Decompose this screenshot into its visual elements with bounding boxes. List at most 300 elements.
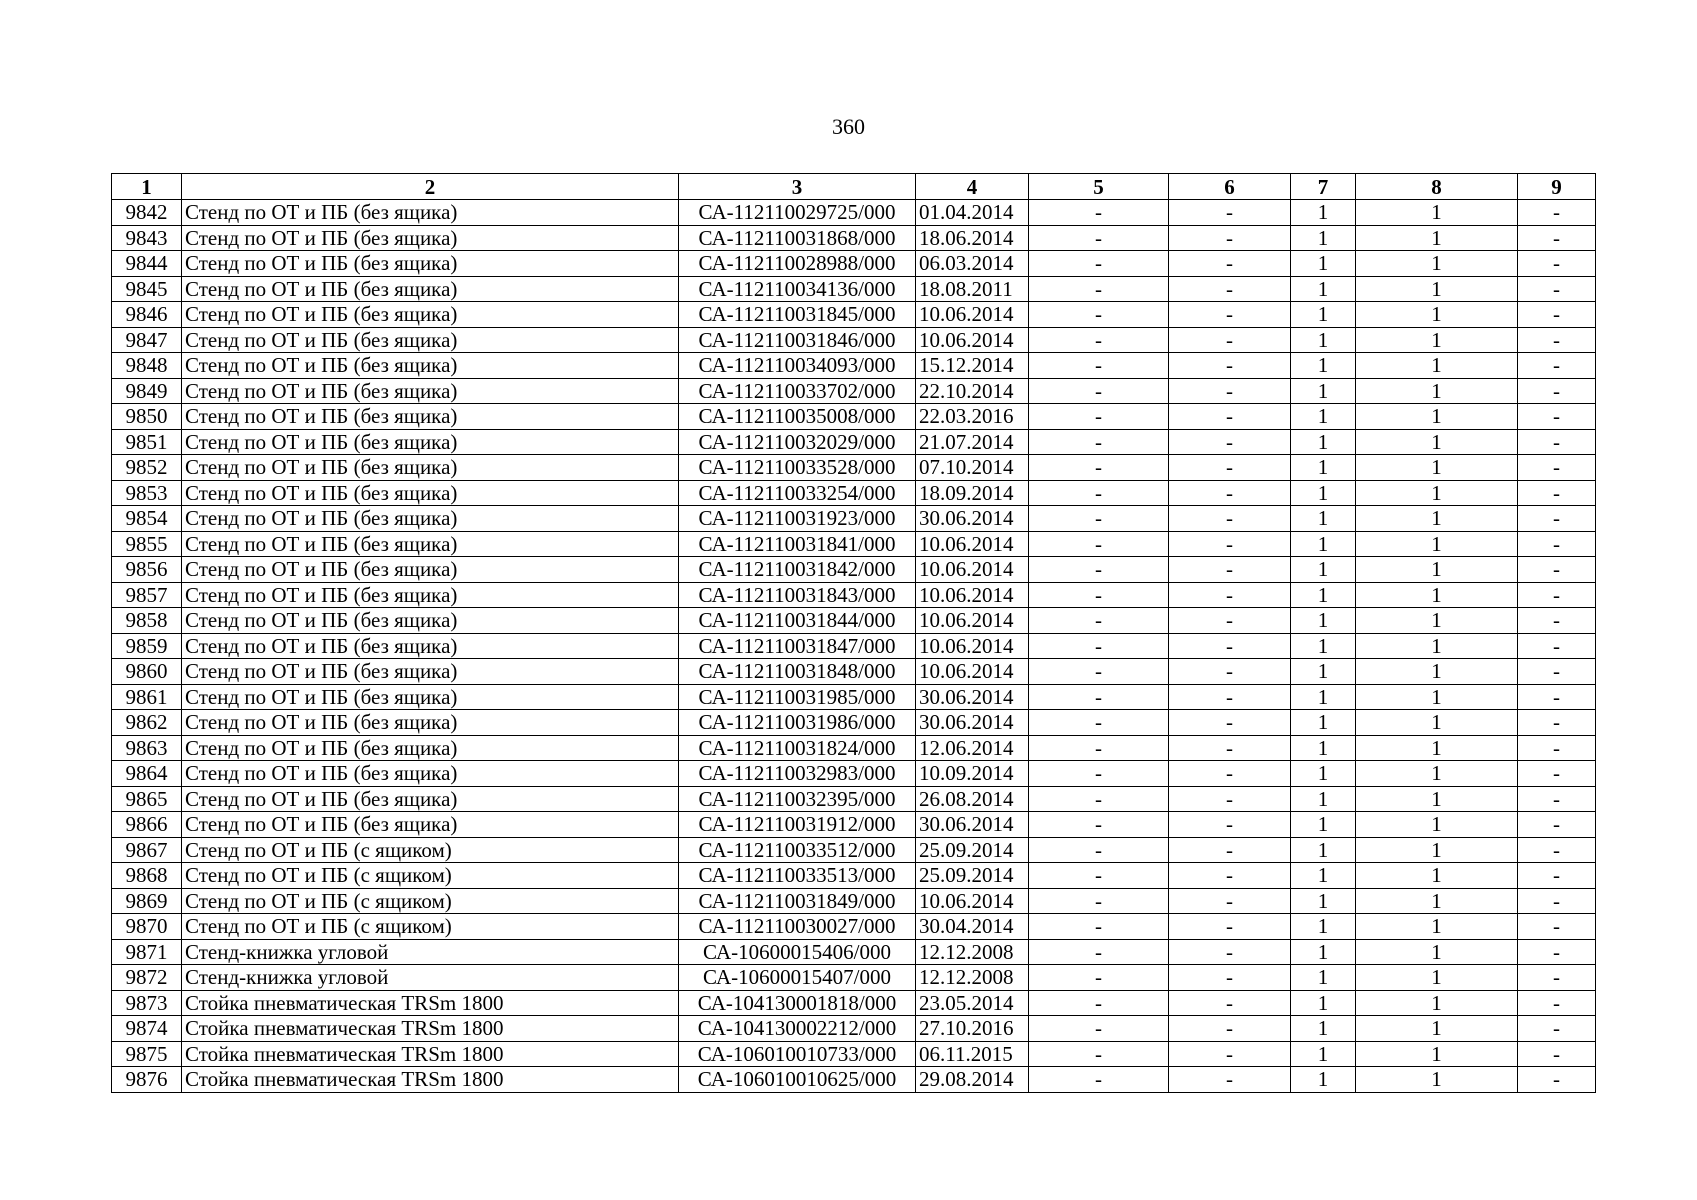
col9-cell: - <box>1518 837 1596 863</box>
col7-cell: 1 <box>1291 1041 1356 1067</box>
table-row <box>112 506 1596 532</box>
table-body <box>112 200 1596 1093</box>
table-row <box>112 990 1596 1016</box>
col6-cell: - <box>1169 327 1291 353</box>
col8-cell: 1 <box>1356 582 1518 608</box>
table-row <box>112 633 1596 659</box>
row-number-cell: 9875 <box>112 1041 182 1067</box>
col8-cell: 1 <box>1356 659 1518 685</box>
col6-cell: - <box>1169 353 1291 379</box>
col6-cell: - <box>1169 582 1291 608</box>
date-cell: 06.03.2014 <box>916 251 1029 277</box>
col5-cell: - <box>1029 506 1169 532</box>
col5-cell: - <box>1029 812 1169 838</box>
row-number-cell: 9862 <box>112 710 182 736</box>
col9-cell: - <box>1518 531 1596 557</box>
table-row <box>112 1016 1596 1042</box>
inventory-code-cell: СА-112110031849/000 <box>679 888 916 914</box>
col7-cell: 1 <box>1291 710 1356 736</box>
row-number-cell: 9864 <box>112 761 182 787</box>
col8-cell: 1 <box>1356 353 1518 379</box>
row-number-cell: 9863 <box>112 735 182 761</box>
table-row <box>112 914 1596 940</box>
inventory-code-cell: СА-112110033702/000 <box>679 378 916 404</box>
row-number-cell: 9856 <box>112 557 182 583</box>
row-number-cell: 9842 <box>112 200 182 226</box>
inventory-code-cell: СА-112110030027/000 <box>679 914 916 940</box>
table-row <box>112 276 1596 302</box>
col7-cell: 1 <box>1291 404 1356 430</box>
row-number-cell: 9869 <box>112 888 182 914</box>
row-number-cell: 9846 <box>112 302 182 328</box>
col8-cell: 1 <box>1356 327 1518 353</box>
col6-cell: - <box>1169 225 1291 251</box>
col5-cell: - <box>1029 276 1169 302</box>
col8-cell: 1 <box>1356 1016 1518 1042</box>
col7-cell: 1 <box>1291 786 1356 812</box>
col7-cell: 1 <box>1291 735 1356 761</box>
col8-cell: 1 <box>1356 480 1518 506</box>
col8-cell: 1 <box>1356 812 1518 838</box>
col9-cell: - <box>1518 812 1596 838</box>
col5-cell: - <box>1029 786 1169 812</box>
date-cell: 10.06.2014 <box>916 608 1029 634</box>
date-cell: 25.09.2014 <box>916 863 1029 889</box>
inventory-code-cell: СА-112110031985/000 <box>679 684 916 710</box>
item-name-cell: Стойка пневматическая TRSm 1800 <box>182 1041 679 1067</box>
row-number-cell: 9848 <box>112 353 182 379</box>
col5-cell: - <box>1029 225 1169 251</box>
row-number-cell: 9844 <box>112 251 182 277</box>
col5-cell: - <box>1029 837 1169 863</box>
date-cell: 25.09.2014 <box>916 837 1029 863</box>
col5-cell: - <box>1029 200 1169 226</box>
col9-cell: - <box>1518 914 1596 940</box>
col8-cell: 1 <box>1356 200 1518 226</box>
col6-cell: - <box>1169 378 1291 404</box>
inventory-code-cell: СА-112110034093/000 <box>679 353 916 379</box>
col6-cell: - <box>1169 404 1291 430</box>
item-name-cell: Стенд по ОТ и ПБ (с ящиком) <box>182 863 679 889</box>
inventory-code-cell: СА-112110033528/000 <box>679 455 916 481</box>
date-cell: 22.10.2014 <box>916 378 1029 404</box>
row-number-cell: 9849 <box>112 378 182 404</box>
inventory-code-cell: СА-112110031841/000 <box>679 531 916 557</box>
date-cell: 12.12.2008 <box>916 965 1029 991</box>
date-cell: 10.06.2014 <box>916 582 1029 608</box>
col8-cell: 1 <box>1356 404 1518 430</box>
col6-cell: - <box>1169 684 1291 710</box>
item-name-cell: Стенд по ОТ и ПБ (без ящика) <box>182 251 679 277</box>
col7-cell: 1 <box>1291 480 1356 506</box>
col5-cell: - <box>1029 404 1169 430</box>
table-row <box>112 302 1596 328</box>
date-cell: 15.12.2014 <box>916 353 1029 379</box>
col9-cell: - <box>1518 327 1596 353</box>
col7-cell: 1 <box>1291 837 1356 863</box>
col9-cell: - <box>1518 939 1596 965</box>
item-name-cell: Стенд по ОТ и ПБ (без ящика) <box>182 557 679 583</box>
date-cell: 10.06.2014 <box>916 327 1029 353</box>
inventory-code-cell: СА-112110031986/000 <box>679 710 916 736</box>
row-number-cell: 9859 <box>112 633 182 659</box>
col9-cell: - <box>1518 506 1596 532</box>
inventory-code-cell: СА-112110028988/000 <box>679 251 916 277</box>
inventory-code-cell: СА-104130001818/000 <box>679 990 916 1016</box>
col9-cell: - <box>1518 302 1596 328</box>
date-cell: 06.11.2015 <box>916 1041 1029 1067</box>
date-cell: 23.05.2014 <box>916 990 1029 1016</box>
row-number-cell: 9871 <box>112 939 182 965</box>
col9-cell: - <box>1518 276 1596 302</box>
col5-cell: - <box>1029 557 1169 583</box>
item-name-cell: Стенд по ОТ и ПБ (без ящика) <box>182 302 679 328</box>
date-cell: 10.06.2014 <box>916 557 1029 583</box>
table-row <box>112 735 1596 761</box>
col9-cell: - <box>1518 251 1596 277</box>
item-name-cell: Стенд по ОТ и ПБ (с ящиком) <box>182 837 679 863</box>
inventory-code-cell: СА-112110031868/000 <box>679 225 916 251</box>
col9-cell: - <box>1518 480 1596 506</box>
item-name-cell: Стенд по ОТ и ПБ (с ящиком) <box>182 888 679 914</box>
table-row <box>112 812 1596 838</box>
col7-cell: 1 <box>1291 429 1356 455</box>
date-cell: 18.09.2014 <box>916 480 1029 506</box>
col8-cell: 1 <box>1356 914 1518 940</box>
col7-cell: 1 <box>1291 812 1356 838</box>
item-name-cell: Стенд по ОТ и ПБ (без ящика) <box>182 582 679 608</box>
table-row <box>112 659 1596 685</box>
column-header: 5 <box>1029 174 1169 200</box>
col6-cell: - <box>1169 633 1291 659</box>
table-row <box>112 225 1596 251</box>
col7-cell: 1 <box>1291 1067 1356 1093</box>
inventory-code-cell: СА-106010010625/000 <box>679 1067 916 1093</box>
row-number-cell: 9873 <box>112 990 182 1016</box>
row-number-cell: 9865 <box>112 786 182 812</box>
row-number-cell: 9851 <box>112 429 182 455</box>
col7-cell: 1 <box>1291 659 1356 685</box>
item-name-cell: Стенд по ОТ и ПБ (без ящика) <box>182 353 679 379</box>
col9-cell: - <box>1518 378 1596 404</box>
table-row <box>112 786 1596 812</box>
col6-cell: - <box>1169 557 1291 583</box>
col8-cell: 1 <box>1356 684 1518 710</box>
inventory-code-cell: СА-112110031912/000 <box>679 812 916 838</box>
col9-cell: - <box>1518 353 1596 379</box>
col7-cell: 1 <box>1291 327 1356 353</box>
col5-cell: - <box>1029 378 1169 404</box>
col8-cell: 1 <box>1356 710 1518 736</box>
col6-cell: - <box>1169 506 1291 532</box>
row-number-cell: 9845 <box>112 276 182 302</box>
item-name-cell: Стенд по ОТ и ПБ (без ящика) <box>182 710 679 736</box>
item-name-cell: Стенд по ОТ и ПБ (без ящика) <box>182 404 679 430</box>
col5-cell: - <box>1029 1041 1169 1067</box>
table-row <box>112 327 1596 353</box>
date-cell: 29.08.2014 <box>916 1067 1029 1093</box>
date-cell: 10.09.2014 <box>916 761 1029 787</box>
table-row <box>112 684 1596 710</box>
column-header: 7 <box>1291 174 1356 200</box>
table-row <box>112 1041 1596 1067</box>
col6-cell: - <box>1169 914 1291 940</box>
col6-cell: - <box>1169 608 1291 634</box>
table-row <box>112 480 1596 506</box>
item-name-cell: Стенд по ОТ и ПБ (без ящика) <box>182 506 679 532</box>
column-header: 8 <box>1356 174 1518 200</box>
col7-cell: 1 <box>1291 684 1356 710</box>
table-row <box>112 965 1596 991</box>
item-name-cell: Стенд по ОТ и ПБ (без ящика) <box>182 327 679 353</box>
inventory-code-cell: СА-112110033513/000 <box>679 863 916 889</box>
col9-cell: - <box>1518 1067 1596 1093</box>
column-header: 1 <box>112 174 182 200</box>
column-header: 3 <box>679 174 916 200</box>
inventory-code-cell: СА-112110031848/000 <box>679 659 916 685</box>
col5-cell: - <box>1029 633 1169 659</box>
inventory-code-cell: СА-112110029725/000 <box>679 200 916 226</box>
col7-cell: 1 <box>1291 633 1356 659</box>
col7-cell: 1 <box>1291 888 1356 914</box>
col5-cell: - <box>1029 302 1169 328</box>
col9-cell: - <box>1518 429 1596 455</box>
row-number-cell: 9854 <box>112 506 182 532</box>
table-row <box>112 761 1596 787</box>
col8-cell: 1 <box>1356 888 1518 914</box>
col8-cell: 1 <box>1356 608 1518 634</box>
header-row <box>112 174 1596 200</box>
col5-cell: - <box>1029 710 1169 736</box>
table-row <box>112 429 1596 455</box>
col8-cell: 1 <box>1356 965 1518 991</box>
date-cell: 10.06.2014 <box>916 888 1029 914</box>
col6-cell: - <box>1169 1041 1291 1067</box>
col5-cell: - <box>1029 353 1169 379</box>
item-name-cell: Стенд по ОТ и ПБ (без ящика) <box>182 531 679 557</box>
col5-cell: - <box>1029 327 1169 353</box>
inventory-code-cell: СА-112110031843/000 <box>679 582 916 608</box>
col7-cell: 1 <box>1291 531 1356 557</box>
table-row <box>112 557 1596 583</box>
table-row <box>112 404 1596 430</box>
date-cell: 30.04.2014 <box>916 914 1029 940</box>
col5-cell: - <box>1029 684 1169 710</box>
row-number-cell: 9855 <box>112 531 182 557</box>
col5-cell: - <box>1029 761 1169 787</box>
column-header: 6 <box>1169 174 1291 200</box>
inventory-code-cell: СА-112110033254/000 <box>679 480 916 506</box>
col7-cell: 1 <box>1291 506 1356 532</box>
table-row <box>112 608 1596 634</box>
col9-cell: - <box>1518 863 1596 889</box>
inventory-code-cell: СА-112110031842/000 <box>679 557 916 583</box>
col5-cell: - <box>1029 1067 1169 1093</box>
col5-cell: - <box>1029 455 1169 481</box>
col9-cell: - <box>1518 990 1596 1016</box>
date-cell: 27.10.2016 <box>916 1016 1029 1042</box>
col6-cell: - <box>1169 302 1291 328</box>
item-name-cell: Стенд по ОТ и ПБ (без ящика) <box>182 659 679 685</box>
date-cell: 22.03.2016 <box>916 404 1029 430</box>
inventory-code-cell: СА-112110031845/000 <box>679 302 916 328</box>
col7-cell: 1 <box>1291 251 1356 277</box>
date-cell: 30.06.2014 <box>916 710 1029 736</box>
col9-cell: - <box>1518 735 1596 761</box>
inventory-code-cell: СА-112110035008/000 <box>679 404 916 430</box>
inventory-code-cell: СА-104130002212/000 <box>679 1016 916 1042</box>
col5-cell: - <box>1029 888 1169 914</box>
col7-cell: 1 <box>1291 455 1356 481</box>
col6-cell: - <box>1169 276 1291 302</box>
col7-cell: 1 <box>1291 965 1356 991</box>
col7-cell: 1 <box>1291 1016 1356 1042</box>
row-number-cell: 9858 <box>112 608 182 634</box>
col9-cell: - <box>1518 200 1596 226</box>
col7-cell: 1 <box>1291 863 1356 889</box>
col7-cell: 1 <box>1291 608 1356 634</box>
inventory-code-cell: СА-112110031846/000 <box>679 327 916 353</box>
item-name-cell: Стенд по ОТ и ПБ (без ящика) <box>182 735 679 761</box>
row-number-cell: 9860 <box>112 659 182 685</box>
col7-cell: 1 <box>1291 761 1356 787</box>
col9-cell: - <box>1518 404 1596 430</box>
col9-cell: - <box>1518 965 1596 991</box>
col8-cell: 1 <box>1356 378 1518 404</box>
col5-cell: - <box>1029 965 1169 991</box>
date-cell: 07.10.2014 <box>916 455 1029 481</box>
row-number-cell: 9874 <box>112 1016 182 1042</box>
date-cell: 01.04.2014 <box>916 200 1029 226</box>
inventory-code-cell: СА-10600015406/000 <box>679 939 916 965</box>
col8-cell: 1 <box>1356 761 1518 787</box>
date-cell: 12.06.2014 <box>916 735 1029 761</box>
col6-cell: - <box>1169 710 1291 736</box>
row-number-cell: 9852 <box>112 455 182 481</box>
col8-cell: 1 <box>1356 939 1518 965</box>
column-header: 2 <box>182 174 679 200</box>
col7-cell: 1 <box>1291 939 1356 965</box>
item-name-cell: Стенд по ОТ и ПБ (без ящика) <box>182 378 679 404</box>
col8-cell: 1 <box>1356 225 1518 251</box>
inventory-code-cell: СА-112110032395/000 <box>679 786 916 812</box>
item-name-cell: Стенд по ОТ и ПБ (без ящика) <box>182 608 679 634</box>
col9-cell: - <box>1518 684 1596 710</box>
item-name-cell: Стенд по ОТ и ПБ (без ящика) <box>182 455 679 481</box>
inventory-code-cell: СА-112110031824/000 <box>679 735 916 761</box>
col7-cell: 1 <box>1291 200 1356 226</box>
col5-cell: - <box>1029 990 1169 1016</box>
col6-cell: - <box>1169 200 1291 226</box>
col9-cell: - <box>1518 582 1596 608</box>
date-cell: 10.06.2014 <box>916 633 1029 659</box>
inventory-code-cell: СА-112110034136/000 <box>679 276 916 302</box>
item-name-cell: Стенд по ОТ и ПБ (без ящика) <box>182 225 679 251</box>
item-name-cell: Стойка пневматическая TRSm 1800 <box>182 1067 679 1093</box>
row-number-cell: 9850 <box>112 404 182 430</box>
item-name-cell: Стенд-книжка угловой <box>182 965 679 991</box>
inventory-code-cell: СА-112110032983/000 <box>679 761 916 787</box>
table-row <box>112 939 1596 965</box>
col8-cell: 1 <box>1356 1067 1518 1093</box>
col7-cell: 1 <box>1291 276 1356 302</box>
col9-cell: - <box>1518 455 1596 481</box>
table-row <box>112 455 1596 481</box>
page-number: 360 <box>832 114 865 139</box>
inventory-code-cell: СА-112110031923/000 <box>679 506 916 532</box>
row-number-cell: 9843 <box>112 225 182 251</box>
date-cell: 12.12.2008 <box>916 939 1029 965</box>
item-name-cell: Стойка пневматическая TRSm 1800 <box>182 990 679 1016</box>
col9-cell: - <box>1518 633 1596 659</box>
col5-cell: - <box>1029 914 1169 940</box>
row-number-cell: 9872 <box>112 965 182 991</box>
col6-cell: - <box>1169 429 1291 455</box>
col5-cell: - <box>1029 1016 1169 1042</box>
date-cell: 30.06.2014 <box>916 506 1029 532</box>
row-number-cell: 9868 <box>112 863 182 889</box>
inventory-code-cell: СА-106010010733/000 <box>679 1041 916 1067</box>
col8-cell: 1 <box>1356 557 1518 583</box>
col6-cell: - <box>1169 761 1291 787</box>
col8-cell: 1 <box>1356 276 1518 302</box>
col9-cell: - <box>1518 225 1596 251</box>
col8-cell: 1 <box>1356 837 1518 863</box>
inventory-code-cell: СА-112110033512/000 <box>679 837 916 863</box>
col8-cell: 1 <box>1356 251 1518 277</box>
row-number-cell: 9857 <box>112 582 182 608</box>
table-row <box>112 837 1596 863</box>
date-cell: 30.06.2014 <box>916 684 1029 710</box>
item-name-cell: Стенд по ОТ и ПБ (с ящиком) <box>182 914 679 940</box>
col7-cell: 1 <box>1291 990 1356 1016</box>
col8-cell: 1 <box>1356 429 1518 455</box>
col8-cell: 1 <box>1356 455 1518 481</box>
col7-cell: 1 <box>1291 378 1356 404</box>
inventory-code-cell: СА-10600015407/000 <box>679 965 916 991</box>
col8-cell: 1 <box>1356 863 1518 889</box>
col9-cell: - <box>1518 557 1596 583</box>
date-cell: 18.08.2011 <box>916 276 1029 302</box>
col6-cell: - <box>1169 863 1291 889</box>
col5-cell: - <box>1029 531 1169 557</box>
inventory-code-cell: СА-112110031847/000 <box>679 633 916 659</box>
item-name-cell: Стенд по ОТ и ПБ (без ящика) <box>182 812 679 838</box>
item-name-cell: Стенд по ОТ и ПБ (без ящика) <box>182 786 679 812</box>
col8-cell: 1 <box>1356 633 1518 659</box>
col9-cell: - <box>1518 786 1596 812</box>
col6-cell: - <box>1169 812 1291 838</box>
inventory-code-cell: СА-112110031844/000 <box>679 608 916 634</box>
col9-cell: - <box>1518 608 1596 634</box>
col7-cell: 1 <box>1291 302 1356 328</box>
col8-cell: 1 <box>1356 506 1518 532</box>
date-cell: 30.06.2014 <box>916 812 1029 838</box>
col8-cell: 1 <box>1356 735 1518 761</box>
table-row <box>112 863 1596 889</box>
row-number-cell: 9870 <box>112 914 182 940</box>
table-row <box>112 353 1596 379</box>
table-row <box>112 710 1596 736</box>
col5-cell: - <box>1029 480 1169 506</box>
table-row <box>112 251 1596 277</box>
inventory-code-cell: СА-112110032029/000 <box>679 429 916 455</box>
inventory-table <box>111 173 1596 1093</box>
date-cell: 10.06.2014 <box>916 302 1029 328</box>
col7-cell: 1 <box>1291 914 1356 940</box>
col7-cell: 1 <box>1291 557 1356 583</box>
col6-cell: - <box>1169 659 1291 685</box>
